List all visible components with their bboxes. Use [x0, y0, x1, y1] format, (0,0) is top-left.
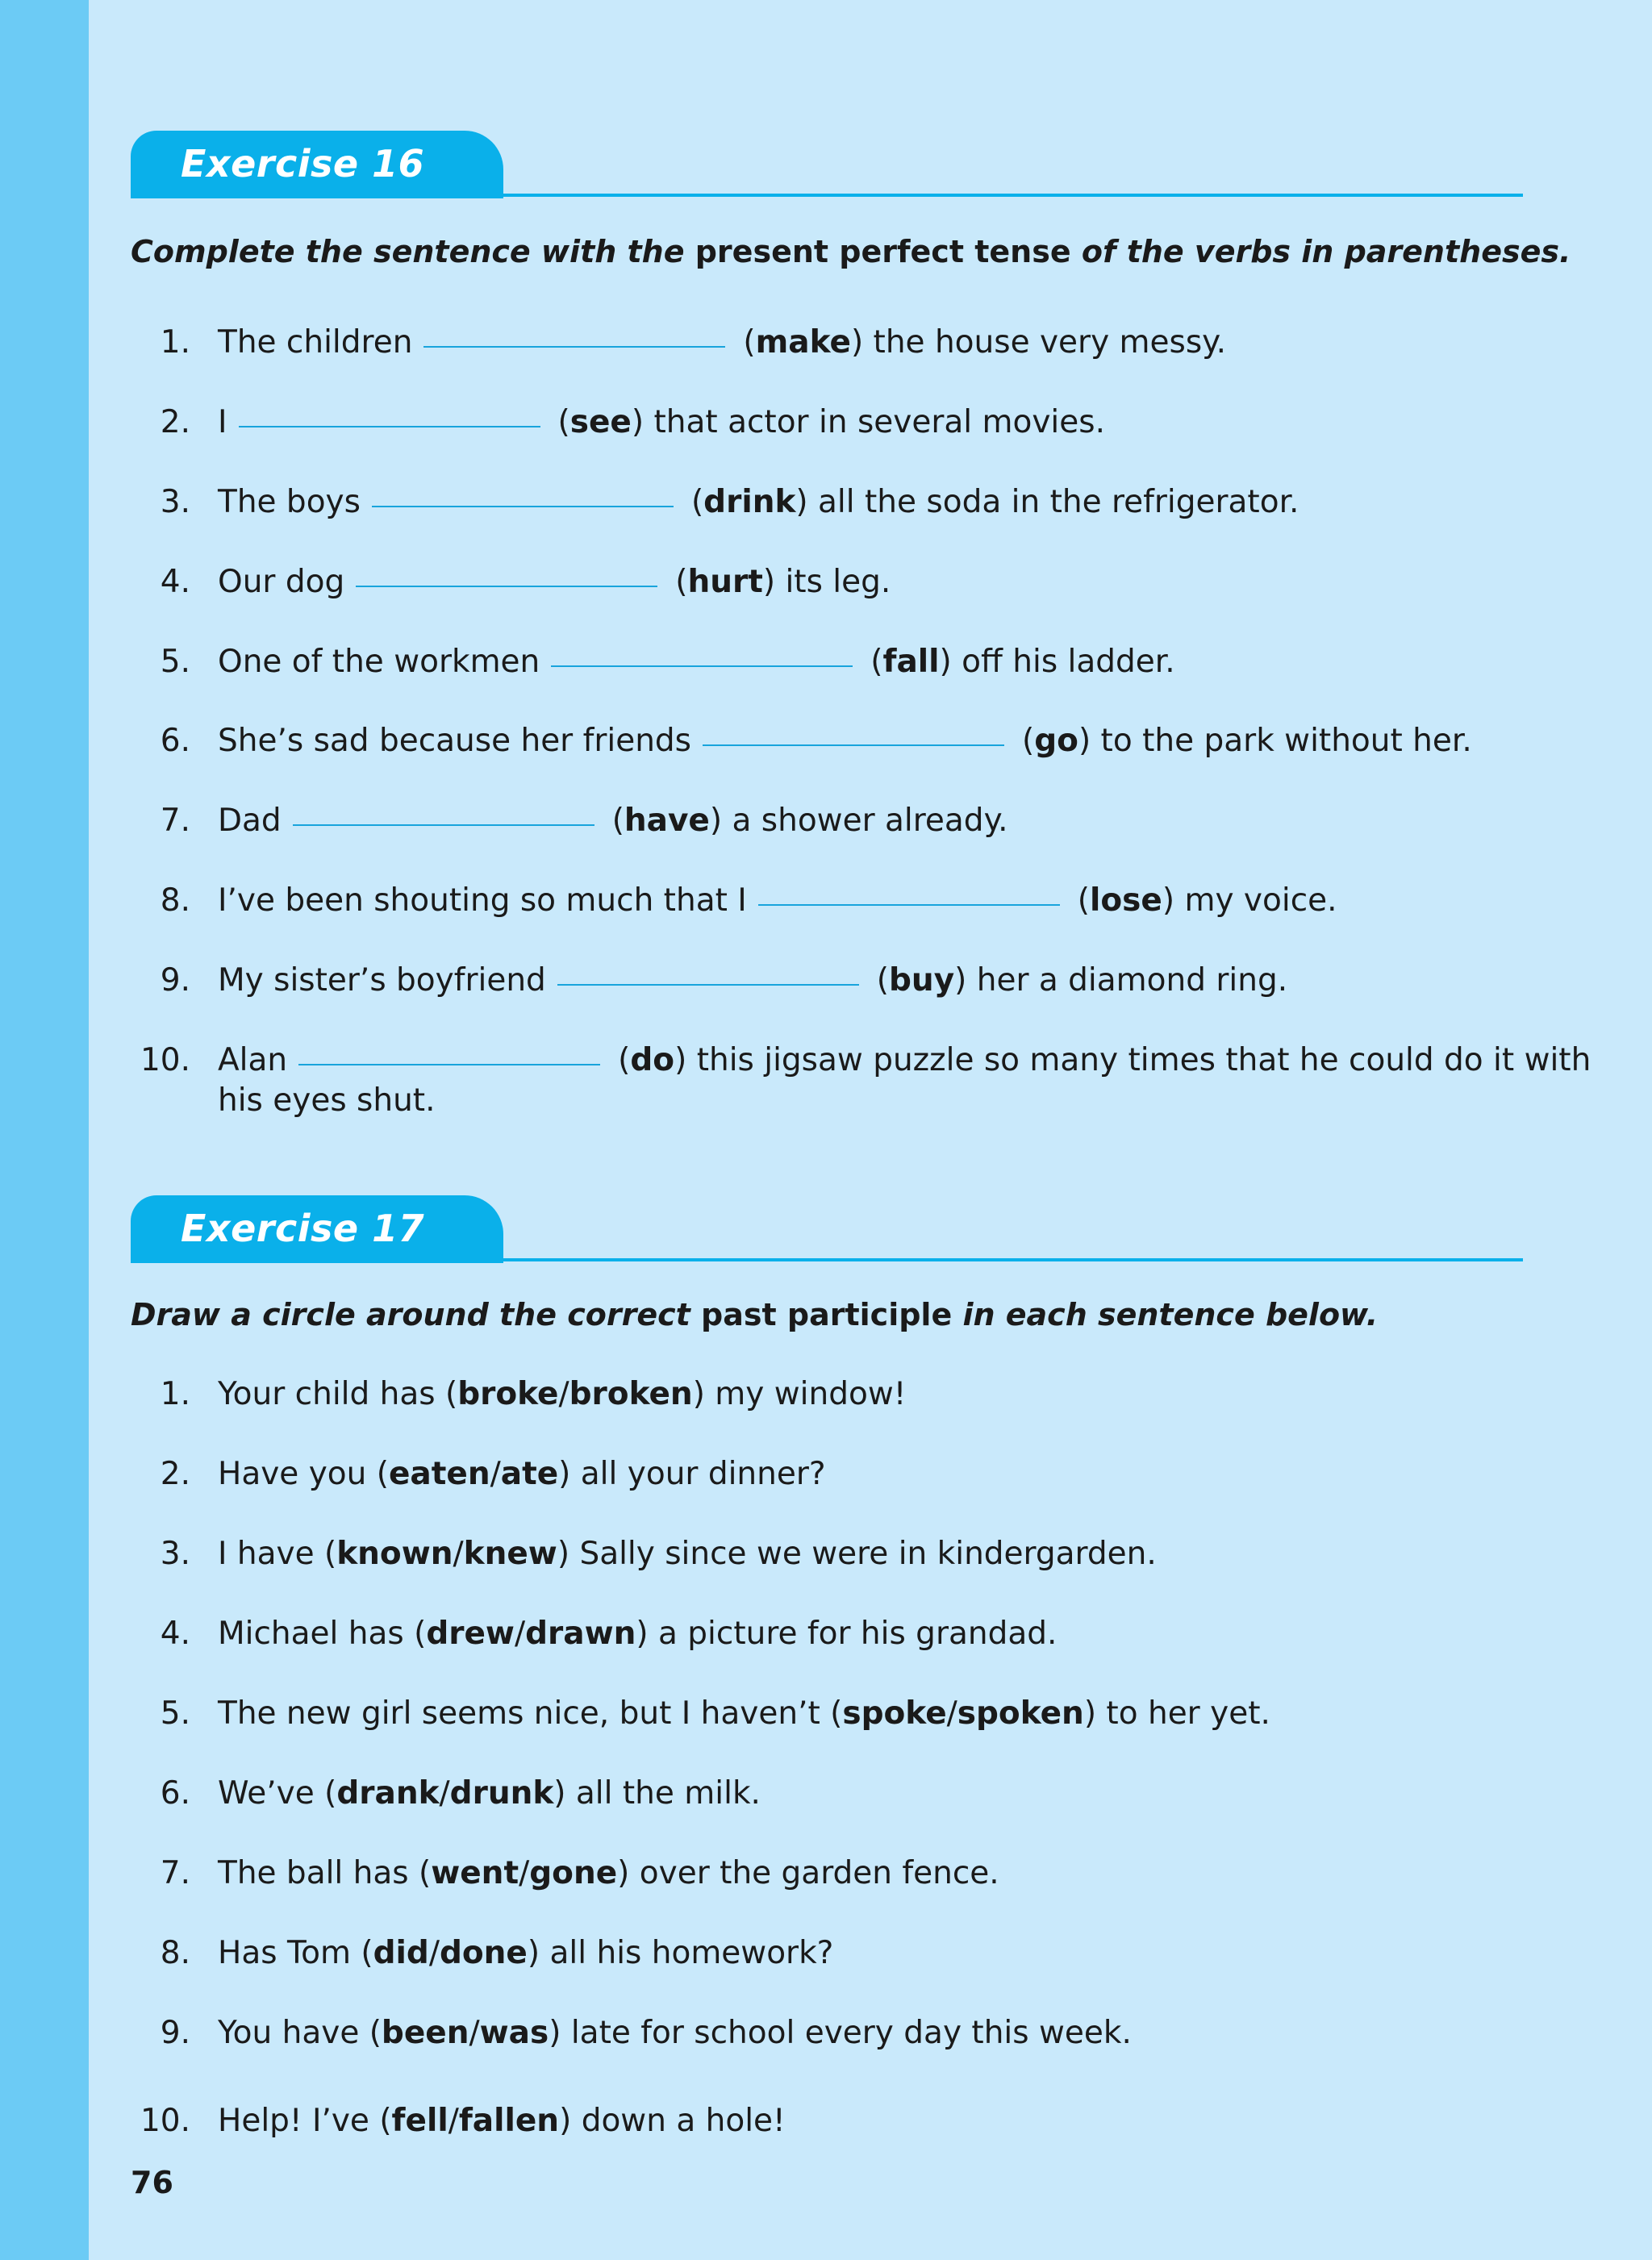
item-lead: Michael has (: [218, 1616, 427, 1652]
choice-a[interactable]: drank: [336, 1775, 440, 1812]
instruction-text: in each sentence below.: [952, 1297, 1379, 1332]
item-text: I (see) that actor in several movies.: [218, 404, 1105, 440]
item-number: 8.: [160, 1935, 190, 1971]
item-text: Our dog (hurt) its leg.: [218, 564, 891, 600]
item-number: 7.: [160, 1855, 190, 1891]
item-text: The ball has (went/gone) over the garden fence.: [218, 1855, 999, 1891]
item-lead: The new girl seems nice, but I haven’t (: [218, 1695, 843, 1732]
choice-a[interactable]: fell: [391, 2103, 448, 2139]
item-subject: Dad: [218, 803, 282, 839]
item-verb: hurt: [687, 564, 763, 600]
choice-b[interactable]: ate: [500, 1456, 559, 1492]
item-number: 7.: [160, 803, 190, 839]
item-verb: have: [624, 803, 710, 839]
item-number: 10.: [140, 1042, 190, 1078]
item-number: 6.: [160, 1775, 190, 1812]
item-verb: buy: [889, 962, 955, 999]
choice-b[interactable]: done: [439, 1935, 528, 1971]
exercise-17-header: [131, 1195, 1523, 1263]
choice-a[interactable]: broke: [457, 1376, 559, 1412]
choice-a[interactable]: known: [336, 1536, 453, 1572]
item-text: You have (been/was) late for school every day this week.: [218, 2015, 1132, 2051]
item-text: I have (known/knew) Sally since we were in kindergarden.: [218, 1536, 1157, 1572]
item-subject: One of the workmen: [218, 644, 540, 680]
item-text: The children (make) the house very messy.: [218, 324, 1227, 361]
item-rest: ) off his ladder.: [939, 644, 1175, 680]
item-subject: My sister’s boyfriend: [218, 962, 546, 999]
item-verb: lose: [1090, 882, 1162, 919]
exercise-17-title: Exercise 17: [181, 1207, 425, 1250]
choice-b[interactable]: drunk: [449, 1775, 554, 1812]
item-number: 9.: [160, 2015, 190, 2051]
item-text: My sister’s boyfriend (buy) her a diamond ring.: [218, 962, 1288, 999]
item-text: Has Tom (did/done) all his homework?: [218, 1935, 834, 1971]
answer-blank[interactable]: [298, 1062, 600, 1065]
item-subject: I’ve been shouting so much that I: [218, 882, 747, 919]
exercise-16-rule: [131, 194, 1523, 197]
item-lead: Your child has (: [218, 1376, 458, 1412]
item-number: 2.: [160, 1456, 190, 1492]
item-number: 5.: [160, 644, 190, 680]
item-lead: Help! I’ve (: [218, 2103, 392, 2139]
answer-blank[interactable]: [423, 344, 725, 348]
item-subject: She’s sad because her friends: [218, 723, 691, 759]
item-subject: I: [218, 404, 227, 440]
item-text: We’ve (drank/drunk) all the milk.: [218, 1775, 761, 1812]
item-number: 3.: [160, 484, 190, 520]
item-rest: ) a shower already.: [709, 803, 1008, 839]
choice-b[interactable]: drawn: [525, 1616, 636, 1652]
choice-a[interactable]: been: [381, 2015, 469, 2051]
item-text: Your child has (broke/broken) my window!: [218, 1376, 907, 1412]
item-rest: ) all your dinner?: [558, 1456, 826, 1492]
item-number: 6.: [160, 723, 190, 759]
item-number: 8.: [160, 882, 190, 919]
instruction-text: of the verbs in parentheses.: [1070, 234, 1571, 269]
answer-blank[interactable]: [758, 903, 1060, 906]
answer-blank[interactable]: [293, 823, 594, 826]
item-lead: I have (: [218, 1536, 337, 1572]
item-number: 4.: [160, 1616, 190, 1652]
item-text: I’ve been shouting so much that I (lose) my voice.: [218, 882, 1337, 919]
choice-a[interactable]: spoke: [842, 1695, 947, 1732]
item-rest: ) late for school every day this week.: [549, 2015, 1132, 2051]
item-text: One of the workmen (fall) off his ladder.: [218, 644, 1175, 680]
item-verb: fall: [882, 644, 940, 680]
item-text: The boys (drink) all the soda in the refrigerator.: [218, 484, 1299, 520]
exercise-17-rule: [131, 1258, 1523, 1261]
item-subject: Alan: [218, 1042, 288, 1078]
item-lead: Have you (: [218, 1456, 389, 1492]
item-text: Help! I’ve (fell/fallen) down a hole!: [218, 2103, 786, 2139]
item-verb: drink: [703, 484, 796, 520]
item-rest: ) her a diamond ring.: [954, 962, 1288, 999]
instruction-emphasis: past participle: [701, 1297, 953, 1332]
exercise-16-instruction: [131, 234, 1571, 269]
choice-b[interactable]: spoken: [957, 1695, 1084, 1732]
item-subject: Our dog: [218, 564, 345, 600]
choice-b[interactable]: was: [479, 2015, 549, 2051]
answer-blank[interactable]: [356, 584, 657, 587]
item-rest: ) Sally since we were in kindergarden.: [557, 1536, 1157, 1572]
item-number: 2.: [160, 404, 190, 440]
item-text: Alan (do) this jigsaw puzzle so many times that he could do it with his eyes shut.: [218, 1042, 1592, 1119]
item-number: 5.: [160, 1695, 190, 1732]
item-lead: Has Tom (: [218, 1935, 373, 1971]
item-lead: You have (: [218, 2015, 382, 2051]
item-lead: We’ve (: [218, 1775, 337, 1812]
choice-b[interactable]: knew: [463, 1536, 557, 1572]
item-number: 1.: [160, 324, 190, 361]
item-rest: ) all the milk.: [553, 1775, 761, 1812]
item-verb: see: [569, 404, 632, 440]
answer-blank[interactable]: [239, 424, 540, 427]
item-rest: ) to her yet.: [1083, 1695, 1270, 1732]
item-rest: ) to the park without her.: [1078, 723, 1472, 759]
item-rest: ) my window!: [692, 1376, 907, 1412]
instruction-text: Draw a circle around the correct: [131, 1297, 702, 1332]
choice-a[interactable]: drew: [426, 1616, 515, 1652]
answer-blank[interactable]: [557, 982, 859, 986]
exercise-17-instruction: [131, 1297, 1378, 1332]
answer-blank[interactable]: [703, 743, 1004, 746]
item-rest: ) its leg.: [762, 564, 891, 600]
item-rest: ) that actor in several movies.: [631, 404, 1105, 440]
choice-b[interactable]: broken: [569, 1376, 693, 1412]
instruction-emphasis: present perfect tense: [695, 234, 1071, 269]
item-rest-continued: his eyes shut.: [218, 1082, 436, 1119]
item-verb: make: [755, 324, 851, 361]
item-number: 9.: [160, 962, 190, 999]
answer-blank[interactable]: [551, 664, 853, 667]
item-number: 1.: [160, 1376, 190, 1412]
item-verb: do: [630, 1042, 675, 1078]
item-text: The new girl seems nice, but I haven’t (spoke/spoken) to her yet.: [218, 1695, 1270, 1732]
item-text: Michael has (drew/drawn) a picture for his grandad.: [218, 1616, 1058, 1652]
item-rest: ) my voice.: [1162, 882, 1337, 919]
item-rest: ) over the garden fence.: [617, 1855, 999, 1891]
item-rest: ) a picture for his grandad.: [636, 1616, 1058, 1652]
item-rest: ) all the soda in the refrigerator.: [795, 484, 1299, 520]
item-subject: The children: [218, 324, 413, 361]
item-number: 10.: [140, 2103, 190, 2139]
choice-a[interactable]: eaten: [388, 1456, 490, 1492]
item-text: Have you (eaten/ate) all your dinner?: [218, 1456, 826, 1492]
instruction-text: Complete the sentence with the: [131, 234, 695, 269]
item-number: 3.: [160, 1536, 190, 1572]
exercise-16-header: [131, 131, 1523, 198]
choice-b[interactable]: fallen: [458, 2103, 560, 2139]
choice-a[interactable]: did: [373, 1935, 429, 1971]
item-rest: ) all his homework?: [527, 1935, 834, 1971]
item-subject: The boys: [218, 484, 361, 520]
item-lead: The ball has (: [218, 1855, 432, 1891]
page-number: 76: [131, 2165, 173, 2200]
item-text: Dad (have) a shower already.: [218, 803, 1008, 839]
item-rest: ) down a hole!: [559, 2103, 786, 2139]
item-number: 4.: [160, 564, 190, 600]
item-text: She’s sad because her friends (go) to the park without her.: [218, 723, 1472, 759]
answer-blank[interactable]: [372, 504, 674, 507]
item-verb: go: [1034, 723, 1078, 759]
item-rest: ) this jigsaw puzzle so many times that he could do it with: [674, 1042, 1592, 1078]
choice-b[interactable]: gone: [529, 1855, 618, 1891]
item-rest: ) the house very messy.: [850, 324, 1227, 361]
exercise-16-title: Exercise 16: [181, 142, 425, 186]
choice-a[interactable]: went: [431, 1855, 519, 1891]
left-margin-bar: [0, 0, 89, 2260]
